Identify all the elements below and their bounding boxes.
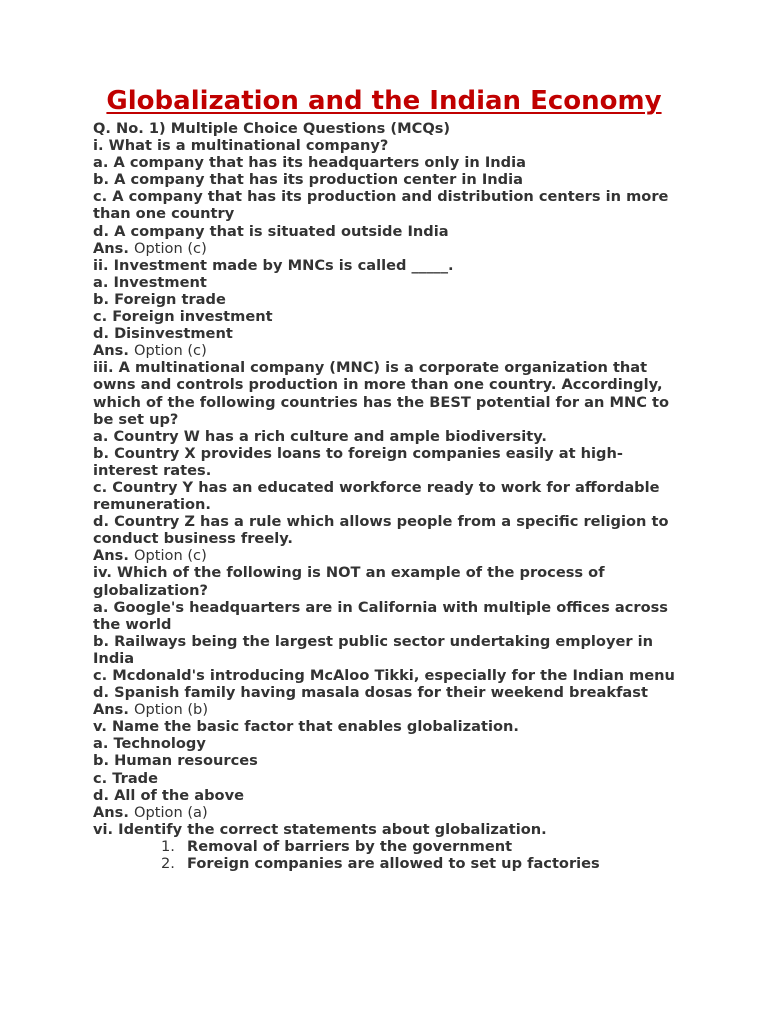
answer-line — [93, 240, 675, 257]
answer-option: c. Country Y has an educated workforce ready to work for affordable remuneration. — [93, 478, 660, 514]
question-block — [93, 257, 675, 360]
answer-value: Option (c) — [134, 547, 207, 565]
answer-line — [93, 804, 675, 821]
answer-option: a. Technology — [93, 735, 206, 753]
answer-label: Ans. — [93, 803, 129, 821]
statement-text: Removal of barriers by the government — [187, 837, 513, 855]
document-page — [93, 86, 675, 872]
answer-option: a. Investment — [93, 273, 207, 291]
answer-label: Ans. — [93, 701, 129, 719]
answer-option: d. All of the above — [93, 786, 244, 804]
answer-option: c. A company that has its production and distribution centers in more than one country — [93, 188, 669, 223]
answer-option: c. Trade — [93, 769, 159, 787]
statement-number: 2. — [161, 855, 175, 873]
question-text: v. Name the basic factor that enables globalization. — [93, 718, 519, 736]
question-text: i. What is a multinational company? — [93, 137, 389, 155]
answer-option: b. Foreign trade — [93, 290, 226, 308]
answer-label: Ans. — [93, 342, 129, 360]
answer-value: Option (b) — [134, 701, 209, 719]
answer-option: b. A company that has its production center in India — [93, 171, 523, 189]
answer-option: d. A company that is situated outside India — [93, 222, 449, 240]
answer-option: b. Railways being the largest public sector undertaking employer in India — [93, 632, 654, 667]
question-text: iii. A multinational company (MNC) is a corporate organization that owns and controls production in more than one country. Accordingly, which of the following countries has the BEST potential for an MNC to be set up? — [93, 359, 670, 428]
question-text: iv. Which of the following is NOT an example of the process of globalization? — [93, 564, 605, 599]
answer-option: a. Google's headquarters are in California with multiple offices across the world — [93, 598, 668, 633]
statement-item — [93, 855, 675, 872]
question-block — [93, 564, 675, 718]
answer-label: Ans. — [93, 239, 129, 257]
answer-line — [93, 547, 675, 564]
answer-option: b. Country X provides loans to foreign companies easily at high-interest rates. — [93, 444, 623, 479]
answer-label: Ans. — [93, 547, 129, 565]
answer-value: Option (c) — [134, 342, 207, 360]
answer-line — [93, 342, 675, 359]
answer-option: d. Spanish family having masala dosas for their weekend breakfast — [93, 684, 648, 702]
question-block — [93, 718, 675, 821]
question-text: vi. Identify the correct statements about globalization. — [93, 820, 547, 838]
answer-value: Option (c) — [134, 239, 207, 257]
answer-option: c. Mcdonald's introducing McAloo Tikki, especially for the Indian menu — [93, 667, 675, 684]
question-list — [93, 137, 675, 821]
answer-value: Option (a) — [134, 803, 208, 821]
statement-text: Foreign companies are allowed to set up factories — [187, 855, 600, 873]
answer-option: c. Foreign investment — [93, 308, 273, 326]
answer-option: d. Country Z has a rule which allows people from a specific religion to conduct business freely. — [93, 513, 669, 548]
section-heading: Q. No. 1) Multiple Choice Questions (MCQs) — [93, 120, 451, 137]
statement-list — [93, 838, 675, 872]
answer-option: b. Human resources — [93, 752, 258, 770]
answer-line — [93, 701, 675, 718]
question-text: ii. Investment made by MNCs is called _____. — [93, 256, 454, 274]
question-block — [93, 137, 675, 257]
answer-option: d. Disinvestment — [93, 325, 233, 343]
page-title: Globalization and the Indian Economy — [106, 86, 662, 116]
answer-option: a. A company that has its headquarters only in India — [93, 154, 526, 172]
question-block — [93, 359, 675, 564]
answer-option: a. Country W has a rich culture and ample biodiversity. — [93, 427, 547, 445]
statement-item — [93, 838, 675, 855]
statement-number: 1. — [161, 837, 175, 855]
